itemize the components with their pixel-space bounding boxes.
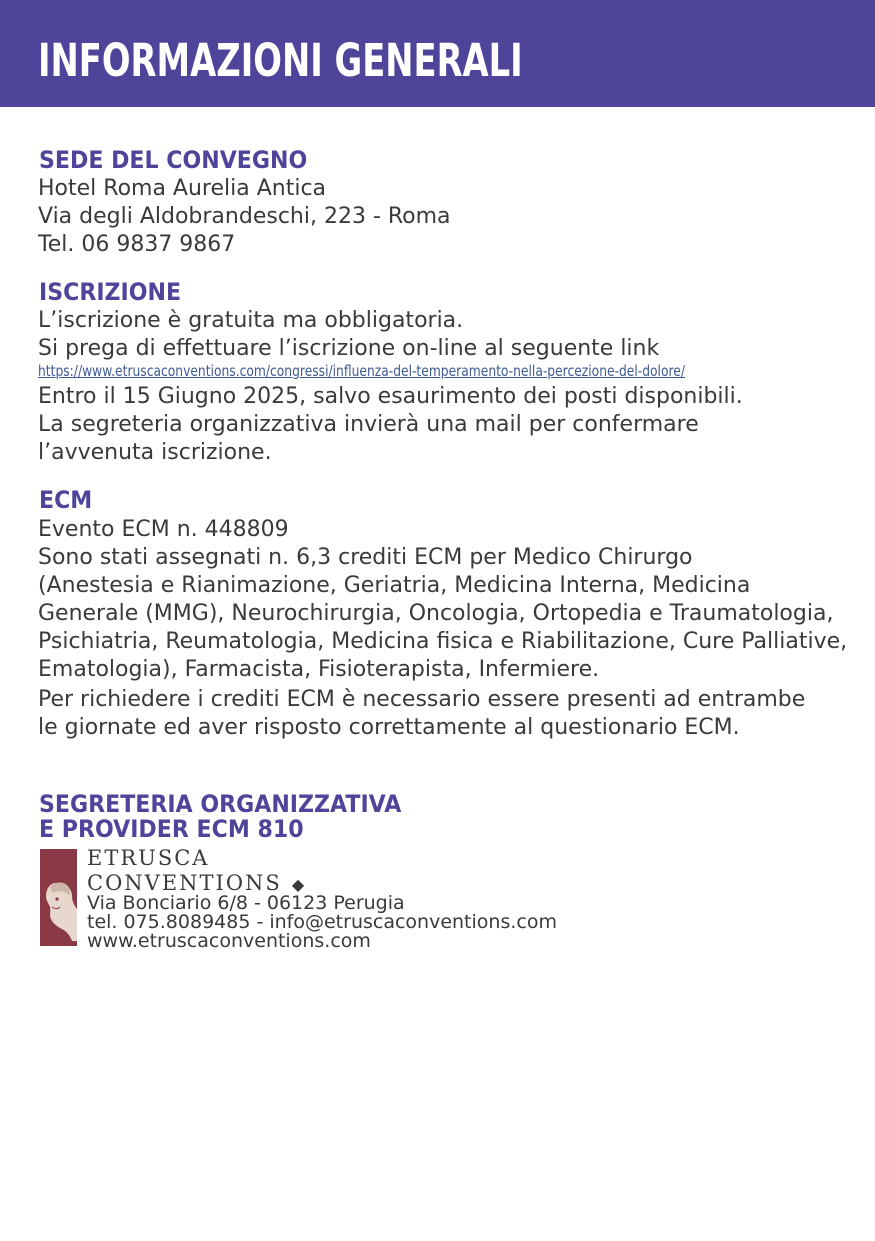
iscrizione-text-4: La segreteria organizzativa invierà una mail per confermare <box>38 412 699 437</box>
iscrizione-text-1: L’iscrizione è gratuita ma obbligatoria. <box>38 308 464 333</box>
provider-contact: tel. 075.8089485 - info@etruscaconventions.com <box>87 911 557 933</box>
registration-link[interactable]: https://www.etruscaconventions.com/congressi/influenza-del-temperamento-nella-percezione-del-dolore/ <box>38 362 686 380</box>
section-heading-ecm: ECM <box>39 486 93 514</box>
ecm-text-line: le giornate ed aver risposto correttamente al questionario ECM. <box>38 715 740 740</box>
section-heading-provider: E PROVIDER ECM 810 <box>39 815 304 843</box>
sede-address: Via degli Aldobrandeschi, 223 - Roma <box>38 204 451 229</box>
ecm-text-line: Psichiatria, Reumatologia, Medicina fisica e Riabilitazione, Cure Palliative, <box>38 629 848 654</box>
sede-venue-name: Hotel Roma Aurelia Antica <box>38 176 327 201</box>
ecm-text-line: Sono stati assegnati n. 6,3 crediti ECM per Medico Chirurgo <box>38 545 693 570</box>
brand-name-line-1: ETRUSCA <box>87 846 210 870</box>
brand-name-text: CONVENTIONS <box>87 871 282 895</box>
iscrizione-text-3: Entro il 15 Giugno 2025, salvo esaurimento dei posti disponibili. <box>38 384 743 409</box>
iscrizione-text-5: l’avvenuta iscrizione. <box>38 440 272 465</box>
etrusca-logo-icon <box>40 849 77 946</box>
section-heading-iscrizione: ISCRIZIONE <box>39 278 182 306</box>
ecm-text-line: (Anestesia e Rianimazione, Geriatria, Medicina Interna, Medicina <box>38 573 751 598</box>
section-heading-segreteria: SEGRETERIA ORGANIZZATIVA <box>39 790 402 818</box>
provider-address: Via Bonciario 6/8 - 06123 Perugia <box>87 892 405 914</box>
ecm-text-line: Ematologia), Farmacista, Fisioterapista, Infermiere. <box>38 657 600 682</box>
ecm-text-line: Evento ECM n. 448809 <box>38 517 289 542</box>
provider-website: www.etruscaconventions.com <box>87 930 371 952</box>
ecm-text-line: Per richiedere i crediti ECM è necessario essere presenti ad entrambe <box>38 687 806 712</box>
iscrizione-text-2: Si prega di effettuare l’iscrizione on-line al seguente link <box>38 336 660 361</box>
header-bar <box>0 0 875 107</box>
section-heading-sede: SEDE DEL CONVEGNO <box>39 146 308 174</box>
diamond-icon: ◆ <box>291 874 307 894</box>
sede-phone: Tel. 06 9837 9867 <box>38 232 236 257</box>
page-title: INFORMAZIONI GENERALI <box>38 34 523 87</box>
ecm-text-line: Generale (MMG), Neurochirurgia, Oncologia, Ortopedia e Traumatologia, <box>38 601 834 626</box>
